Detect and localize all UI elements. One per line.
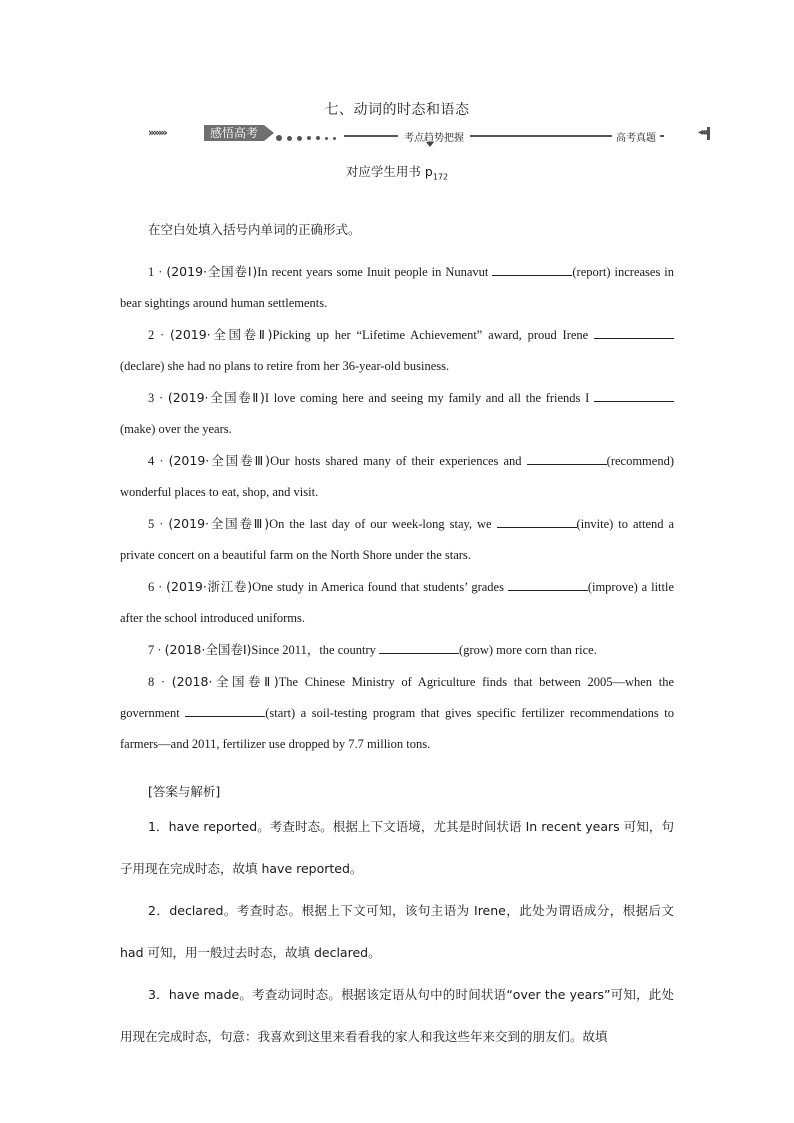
question-4: 4 · (2019·全国卷Ⅲ)Our hosts shared many of their experiences and (recommend) wonderful places to eat, shop, and visit. — [120, 453, 674, 499]
chevrons-right-icon: ››››››› — [148, 126, 166, 139]
answer-blank[interactable] — [497, 515, 577, 528]
question-7: 7 · (2018·全国卷Ⅰ)Since 2011，the country (grow) more corn than rice. — [148, 642, 597, 657]
answer-blank[interactable] — [379, 641, 459, 654]
question-3: 3 · (2019·全国卷Ⅱ)I love coming here and seeing my family and all the friends I (make) over the years. — [120, 382, 674, 445]
answer-2: 2．declared。考查时态。根据上下文可知，该句主语为 Irene，此处为谓语成分，根据后文 had 可知，用一般过去时态，故填 declared。 — [120, 903, 674, 960]
answer-blank[interactable] — [594, 326, 674, 339]
banner-right-label: 高考真题 — [612, 129, 660, 144]
page-reference: 对应学生用书 $p_{172}$ — [345, 164, 449, 182]
answer-blank[interactable] — [527, 452, 607, 465]
chevrons-left-icon: ◂◂◂◂ — [697, 127, 706, 138]
answer-blank[interactable] — [508, 578, 588, 591]
exercise-content — [120, 220, 674, 1058]
banner-middle-label: 考点趋势把握 — [398, 129, 470, 144]
question-2: 2 · (2019·全国卷Ⅱ)Picking up her “Lifetime Achievement” award, proud Irene (declare) she had no plans to retire from her 36-year-old business. — [120, 319, 674, 382]
question-1: 1 · (2019·全国卷Ⅰ)In recent years some Inuit people in Nunavut (report) increases in bear sightings around human settlements. — [120, 264, 675, 310]
answer-blank[interactable] — [594, 389, 674, 402]
dots-decoration — [276, 129, 341, 147]
banner-end-bar — [707, 127, 710, 140]
answers-heading: [答案与解析] — [148, 784, 221, 799]
instruction: 在空白处填入括号内单词的正确形式。 — [148, 222, 361, 237]
answer-3: 3．have made。考查动词时态。根据该定语从句中的时间状语“over the years”可知，此处用现在完成时态，句意：我喜欢到这里来看看我的家人和我这些年来交到的朋友们。故填 — [120, 987, 674, 1044]
question-6: 6 · (2019·浙江卷)One study in America found that students’ grades (improve) a little after the school introduced uniforms. — [120, 579, 675, 625]
question-5: 5 · (2019·全国卷Ⅲ)On the last day of our week-long stay, we (invite) to attend a private concert on a beautiful farm on the North Shore under the stars. — [120, 516, 674, 562]
page-title: 七、动词的时态和语态 — [324, 102, 470, 118]
banner-tag: 感悟高考 — [204, 125, 264, 141]
triangle-down-icon — [426, 142, 434, 147]
answer-blank[interactable] — [185, 704, 265, 717]
answer-blank[interactable] — [492, 263, 572, 276]
section-banner — [148, 125, 710, 145]
question-8: 8 · (2018·全国卷Ⅱ)The Chinese Ministry of Agriculture finds that between 2005—when the government (start) a soil-testing program that gives specific fertilizer recommendations to farmers—and 2011, fertilizer use dropped by 7.7 million tons. — [120, 674, 675, 751]
answer-1: 1．have reported。考查时态。根据上下文语境，尤其是时间状语 In recent years 可知，句子用现在完成时态，故填 have reported。 — [120, 819, 674, 876]
